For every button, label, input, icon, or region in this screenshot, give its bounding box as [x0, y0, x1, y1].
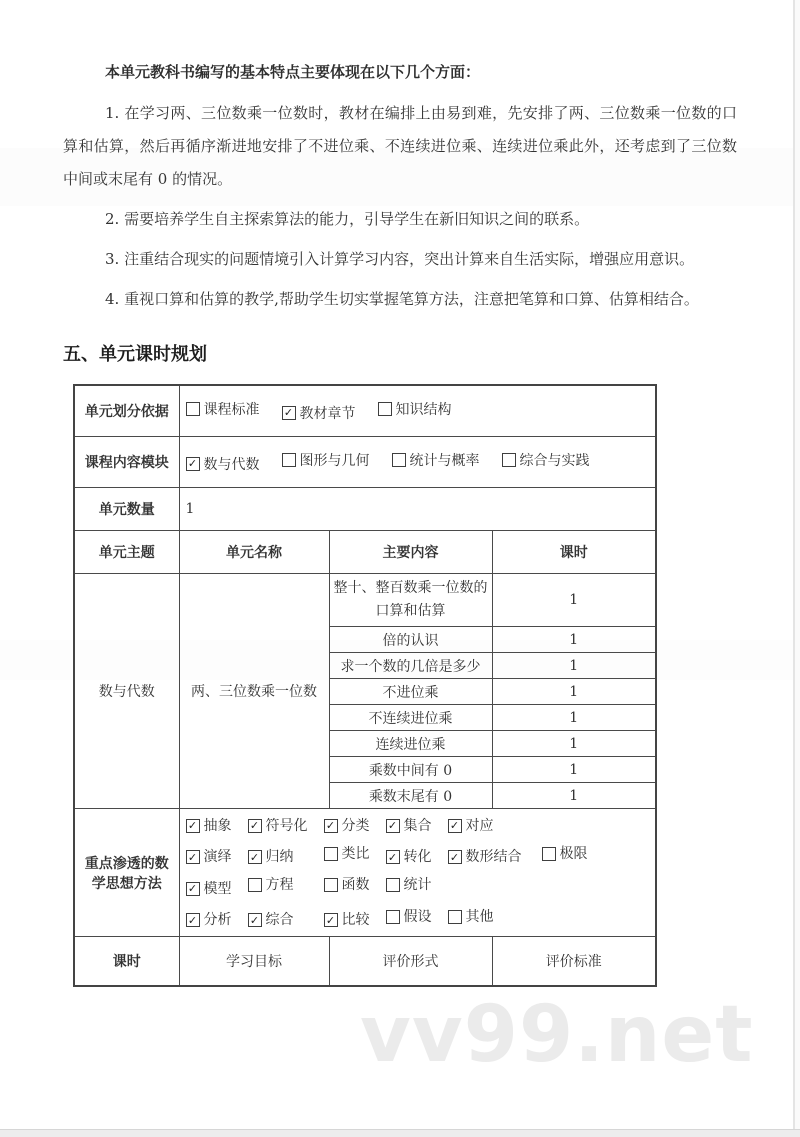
checkbox-option: [248, 906, 324, 934]
item-content: 不连续进位乘: [329, 705, 492, 731]
checkbox-option: [324, 871, 386, 899]
checkbox-label: 对应: [465, 817, 494, 834]
checkbox-label: 综合与实践: [519, 453, 590, 470]
checkbox-option: [324, 812, 386, 840]
item-hours: 1: [492, 574, 656, 627]
checked-checkbox-icon: ✓: [448, 819, 462, 833]
row-unit-basis: [74, 385, 656, 437]
checkbox-label: 函数: [341, 877, 370, 893]
checkbox-option: [186, 843, 248, 871]
checkbox-option: [248, 843, 324, 871]
checkbox-option: [324, 906, 386, 934]
checked-checkbox-icon: ✓: [282, 406, 296, 420]
intro-point-2: 2. 需要培养学生自主探索算法的能力，引导学生在新旧知识之间的联系。: [105, 210, 590, 228]
checkbox-label: 综合: [265, 912, 294, 928]
methods-options-cell: [179, 809, 656, 937]
checkbox-option: [186, 906, 248, 934]
header-hours: 课时: [492, 531, 656, 574]
item-hours: 1: [492, 705, 656, 731]
row-methods: [74, 809, 656, 937]
header-unit-name: 单元名称: [179, 531, 329, 574]
checkbox-label: 符号化: [265, 817, 308, 834]
checkbox-label: 分析: [203, 912, 232, 928]
checkbox-label: 极限: [559, 845, 588, 862]
checkbox-label: 比较: [341, 912, 370, 928]
checkbox-option: [392, 450, 480, 470]
checkbox-option: [282, 450, 370, 470]
checkbox-option: [502, 450, 590, 470]
row-table-header: [74, 531, 656, 574]
checkbox-option: [448, 812, 542, 840]
item-hours: 1: [492, 783, 656, 809]
checked-checkbox-icon: ✓: [248, 850, 262, 864]
checkbox-label: 数形结合: [465, 849, 522, 865]
unchecked-checkbox-icon: [386, 878, 400, 892]
unchecked-checkbox-icon: [502, 453, 516, 467]
checked-checkbox-icon: ✓: [324, 913, 338, 927]
footer-hours: 课时: [74, 937, 179, 987]
page-bottom-edge: [0, 1129, 800, 1137]
watermark: vv99.net: [360, 990, 754, 1080]
checkbox-label: 统计: [403, 877, 432, 893]
content-module-options-cell: [179, 437, 656, 488]
footer-goal: 学习目标: [179, 937, 329, 987]
checkbox-label: 知识结构: [395, 402, 452, 419]
item-content: 乘数中间有 0: [329, 757, 492, 783]
unit-basis-options-cell: [179, 385, 656, 437]
checkbox-option: [186, 812, 248, 840]
checkbox-label: 归纳: [265, 849, 294, 865]
row-content-module: [74, 437, 656, 488]
unit-count-label: 单元数量: [74, 488, 179, 531]
item-content: 不进位乘: [329, 679, 492, 705]
item-content: 乘数末尾有 0: [329, 783, 492, 809]
checked-checkbox-icon: ✓: [386, 819, 400, 833]
methods-line-3: [186, 871, 650, 903]
item-hours: 1: [492, 653, 656, 679]
checkbox-option: [542, 840, 604, 868]
footer-form: 评价形式: [329, 937, 492, 987]
unchecked-checkbox-icon: [324, 847, 338, 861]
item-content: 倍的认识: [329, 627, 492, 653]
checked-checkbox-icon: ✓: [448, 850, 462, 864]
checkbox-option: [386, 903, 448, 931]
intro-point-3: 3. 注重结合现实的问题情境引入计算学习内容，突出计算来自生活实际，增强应用意识。: [105, 250, 695, 268]
unit-plan-table: [73, 384, 657, 987]
methods-line-1: [186, 811, 650, 840]
item-hours: 1: [492, 679, 656, 705]
content-module-label: 课程内容模块: [74, 437, 179, 488]
checkbox-option: [386, 843, 448, 871]
checkbox-label: 分类: [341, 817, 370, 834]
document-page: [63, 56, 737, 987]
checked-checkbox-icon: ✓: [386, 850, 400, 864]
checkbox-option: [386, 871, 448, 899]
unchecked-checkbox-icon: [324, 878, 338, 892]
checkbox-label: 演绎: [203, 849, 232, 865]
checkbox-option: [248, 812, 324, 840]
item-content: 连续进位乘: [329, 731, 492, 757]
checkbox-label: 方程: [265, 877, 294, 893]
checked-checkbox-icon: ✓: [186, 850, 200, 864]
checkbox-option: [448, 903, 542, 931]
checkbox-label: 教材章节: [299, 405, 356, 422]
methods-label: 重点渗透的数学思想方法: [74, 809, 179, 937]
unchecked-checkbox-icon: [248, 878, 262, 892]
page-right-margin: [795, 0, 800, 1130]
unit-theme: 数与代数: [74, 574, 179, 809]
checkbox-label: 抽象: [203, 817, 232, 834]
checkbox-label: 转化: [403, 849, 432, 865]
header-main-content: 主要内容: [329, 531, 492, 574]
page-right-edge: [793, 0, 795, 1130]
unchecked-checkbox-icon: [448, 910, 462, 924]
unit-basis-options: [186, 399, 650, 423]
checkbox-label: 统计与概率: [409, 453, 480, 470]
unchecked-checkbox-icon: [378, 402, 392, 416]
item-hours: 1: [492, 627, 656, 653]
checkbox-label: 其他: [465, 908, 494, 925]
footer-standard: 评价标准: [492, 937, 656, 987]
checkbox-option: [186, 399, 260, 419]
section-title: 五、单元课时规划: [63, 344, 207, 365]
unchecked-checkbox-icon: [282, 453, 296, 467]
intro-point-1: 1. 在学习两、三位数乘一位数时，教材在编排上由易到难，先安排了两、三位数乘一位数的口算和估算，然后再循序渐进地安排了不进位乘、不连续进位乘、连续进位乘此外，还考虑到了三位数中间或末尾有 0 的情况。: [63, 104, 737, 188]
checked-checkbox-icon: ✓: [186, 913, 200, 927]
checkbox-option: [324, 840, 386, 868]
unchecked-checkbox-icon: [392, 453, 406, 467]
intro-lead: 本单元教科书编写的基本特点主要体现在以下几个方面：: [105, 63, 481, 81]
checked-checkbox-icon: ✓: [186, 457, 200, 471]
checked-checkbox-icon: ✓: [324, 819, 338, 833]
unit-item-row: [74, 574, 656, 627]
item-hours: 1: [492, 757, 656, 783]
row-footer: [74, 937, 656, 987]
checkbox-option: [282, 403, 356, 423]
checkbox-option: [386, 812, 448, 840]
checkbox-label: 模型: [203, 880, 232, 897]
item-content: 求一个数的几倍是多少: [329, 653, 492, 679]
methods-line-2: [186, 840, 650, 872]
checked-checkbox-icon: ✓: [248, 819, 262, 833]
checkbox-label: 集合: [403, 817, 432, 834]
checkbox-label: 课程标准: [203, 402, 260, 419]
unchecked-checkbox-icon: [542, 847, 556, 861]
content-module-options: [186, 450, 650, 474]
unchecked-checkbox-icon: [186, 402, 200, 416]
checkbox-label: 假设: [403, 908, 432, 925]
unit-name: 两、三位数乘一位数: [179, 574, 329, 809]
checkbox-option: [378, 399, 452, 419]
unchecked-checkbox-icon: [386, 910, 400, 924]
intro-point-4: 4. 重视口算和估算的教学,帮助学生切实掌握笔算方法，注意把笔算和口算、估算相结合。: [105, 290, 699, 308]
row-unit-count: [74, 488, 656, 531]
methods-line-4: [186, 903, 650, 935]
checked-checkbox-icon: ✓: [186, 882, 200, 896]
item-content: 整十、整百数乘一位数的口算和估算: [329, 574, 492, 627]
checkbox-label: 数与代数: [203, 456, 260, 473]
checkbox-label: 类比: [341, 845, 370, 862]
checkbox-option: [448, 843, 542, 871]
checkbox-option: [186, 875, 248, 903]
header-unit-theme: 单元主题: [74, 531, 179, 574]
unit-basis-label: 单元划分依据: [74, 385, 179, 437]
checkbox-label: 图形与几何: [299, 453, 370, 470]
checked-checkbox-icon: ✓: [186, 819, 200, 833]
checked-checkbox-icon: ✓: [248, 913, 262, 927]
checkbox-option: [186, 454, 260, 474]
checkbox-option: [248, 871, 324, 899]
unit-count-value: 1: [179, 488, 656, 531]
item-hours: 1: [492, 731, 656, 757]
